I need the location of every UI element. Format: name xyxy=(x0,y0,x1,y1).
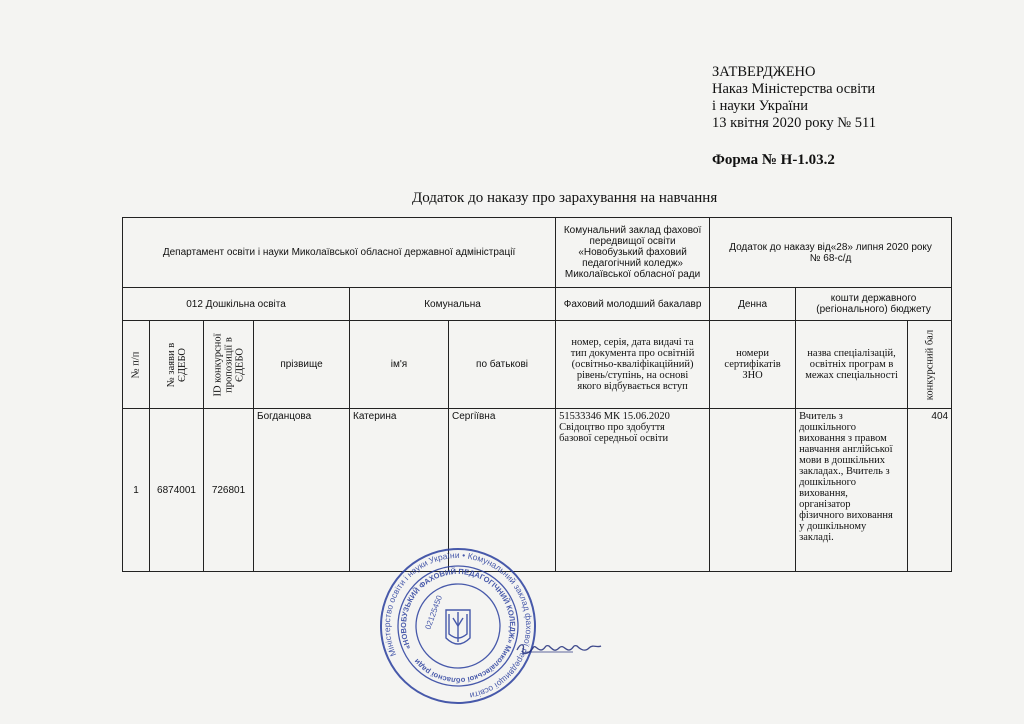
col-application-line: № заяви в xyxy=(165,342,177,387)
institution-cell xyxy=(556,218,710,288)
study-form-cell: Денна xyxy=(710,288,796,321)
approval-line: ЗАТВЕРДЖЕНО xyxy=(712,64,816,80)
col-surname-header: прізвище xyxy=(254,321,350,409)
row-program-line: навчання англійської xyxy=(799,444,893,455)
row-program-line: Вчитель з xyxy=(799,411,843,422)
col-num-label: № п/п xyxy=(130,351,142,378)
approval-line: 13 квітня 2020 року № 511 xyxy=(712,115,876,131)
table-column-headers xyxy=(123,321,952,409)
stamp-code: 02125450 xyxy=(423,594,445,631)
col-offer-line: ID конкурсної xyxy=(212,332,223,397)
col-zno-line: номери xyxy=(736,348,769,359)
col-document-header xyxy=(556,321,710,409)
row-program-line: закладах., Вчитель з xyxy=(799,466,890,477)
stamp-outer-text: Міністерство освіти і науки України • Комунальний заклад фахової передвищої освіти xyxy=(381,549,535,701)
row-document xyxy=(556,409,710,572)
col-document-line: тип документа про освітній xyxy=(570,348,695,359)
department-cell: Департамент освіти і науки Миколаївської обласної державної адміністрації xyxy=(123,218,556,288)
table-header-row-1 xyxy=(123,218,952,288)
col-zno-line: ЗНО xyxy=(742,370,763,381)
signature xyxy=(515,632,605,662)
row-num: 1 xyxy=(123,409,150,572)
row-program-line: мови в дошкільних xyxy=(799,455,885,466)
col-name-header: ім'я xyxy=(350,321,449,409)
trident-emblem-icon xyxy=(446,610,470,644)
row-program-line: дошкільного xyxy=(799,477,856,488)
row-program-line: закладі. xyxy=(799,532,834,543)
row-program-line: організатор xyxy=(799,499,851,510)
row-score: 404 xyxy=(908,409,952,572)
col-spec-line: межах спеціальності xyxy=(805,370,898,381)
order-line: № 68-с/д xyxy=(809,252,852,264)
col-num-header xyxy=(123,321,150,409)
ownership-cell: Комунальна xyxy=(350,288,556,321)
row-program-line: фізичного виховання xyxy=(799,510,893,521)
funding-line: кошти державного xyxy=(830,293,917,304)
specialty-cell: 012 Дошкільна освіта xyxy=(123,288,350,321)
row-program-line: у дошкільному xyxy=(799,521,867,532)
col-application-label xyxy=(166,342,188,386)
row-program xyxy=(796,409,908,572)
institution-line: Миколаївської обласної ради xyxy=(564,269,701,280)
col-spec-line: освітніх програм в xyxy=(809,359,894,370)
approval-line: Наказ Міністерства освіти xyxy=(712,81,876,97)
col-zno-header xyxy=(710,321,796,409)
official-seal-stamp xyxy=(378,546,538,706)
institution-line: передвищої освіти xyxy=(589,236,676,247)
row-offer-id: 726801 xyxy=(204,409,254,572)
col-specialization-header xyxy=(796,321,908,409)
col-document-line: номер, серія, дата видачі та xyxy=(571,337,694,348)
funding-cell xyxy=(796,288,952,321)
col-document-line: рівень/ступінь, на основі xyxy=(576,370,689,381)
enrollment-table xyxy=(122,217,952,572)
funding-line: (регіонального) бюджету xyxy=(816,304,931,315)
col-zno-line: сертифікатів xyxy=(724,359,781,370)
row-zno xyxy=(710,409,796,572)
col-application-line: ЄДЕБО xyxy=(176,347,188,382)
col-offer-line: пропозиції в xyxy=(223,336,234,393)
col-spec-line: назва спеціалізацій, xyxy=(807,348,896,359)
row-program-line: дошкільного xyxy=(799,422,856,433)
col-offer-header xyxy=(204,321,254,409)
col-score-header xyxy=(908,321,952,409)
row-patronymic: Сергіївна xyxy=(449,409,556,572)
document-title: Додаток до наказу про зарахування на навчання xyxy=(412,190,718,206)
row-document-line: 51533346 МК 15.06.2020 xyxy=(559,411,670,422)
institution-line: Комунальний заклад фахової xyxy=(563,225,702,236)
row-application-id: 6874001 xyxy=(150,409,204,572)
order-line: Додаток до наказу від«28» липня 2020 року xyxy=(729,241,932,253)
row-program-line: виховання з правом xyxy=(799,433,887,444)
col-application-header xyxy=(150,321,204,409)
col-score-label: конкурсний бал xyxy=(924,329,936,400)
institution-line: педагогічний коледж» xyxy=(582,258,683,269)
institution-line: «Новобузький фаховий xyxy=(578,247,687,258)
col-offer-label xyxy=(212,333,245,396)
approval-line: і науки України xyxy=(712,98,809,114)
col-offer-line: ЄДЕБО xyxy=(234,347,245,382)
row-surname: Богданцова xyxy=(254,409,350,572)
col-document-line: якого відбувається вступ xyxy=(577,381,688,392)
degree-cell: Фаховий молодший бакалавр xyxy=(556,288,710,321)
form-number: Форма № Н-1.03.2 xyxy=(712,152,835,168)
table-header-row-2 xyxy=(123,288,952,321)
approval-block xyxy=(712,64,876,132)
col-document-line: (освітньо-кваліфікаційний) xyxy=(571,359,694,370)
col-patronymic-header: по батькові xyxy=(449,321,556,409)
stamp-inner-text: «НОВОБУЗЬКИЙ ФАХОВИЙ ПЕДАГОГІЧНИЙ КОЛЕДЖ» Миколаївської обласної ради xyxy=(398,566,518,686)
order-cell xyxy=(710,218,952,288)
row-program-line: виховання, xyxy=(799,488,848,499)
row-name: Катерина xyxy=(350,409,449,572)
row-document-line: базової середньої освіти xyxy=(559,433,669,444)
row-document-line: Свідоцтво про здобуття xyxy=(559,422,665,433)
